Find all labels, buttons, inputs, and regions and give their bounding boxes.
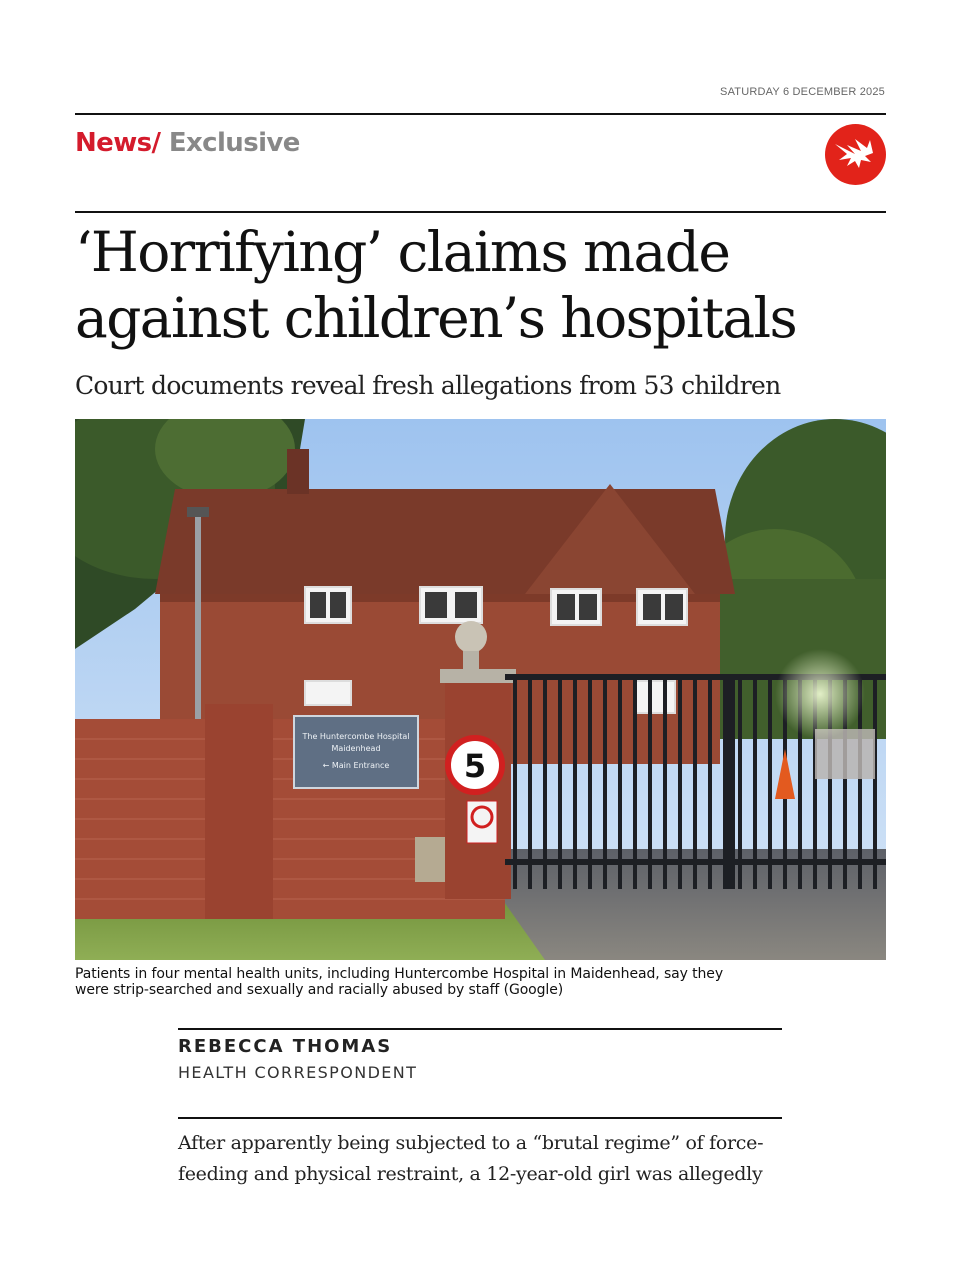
publication-date: SATURDAY 6 DECEMBER 2025 <box>720 86 885 98</box>
author-name[interactable]: REBECCA THOMAS <box>178 1036 393 1057</box>
standfirst: Court documents reveal fresh allegations from 53 children <box>75 371 781 400</box>
headline-line-2: against children’s hospitals <box>75 286 797 350</box>
headline-divider <box>75 211 886 213</box>
top-divider <box>75 113 886 115</box>
byline-bottom-divider <box>178 1117 782 1119</box>
sign-text-2: Maidenhead <box>331 744 381 753</box>
eagle-logo-icon[interactable] <box>825 124 886 185</box>
photo-caption <box>75 966 895 998</box>
caption-line-2: were strip-searched and sexually and racially abused by staff (Google) <box>75 982 564 998</box>
author-role: HEALTH CORRESPONDENT <box>178 1063 418 1082</box>
section-exclusive-link[interactable]: Exclusive <box>160 128 300 158</box>
hospital-photo <box>75 419 886 960</box>
sign-text-3: ← Main Entrance <box>322 761 390 770</box>
caption-line-1: Patients in four mental health units, including Huntercombe Hospital in Maidenhead, say they <box>75 966 724 982</box>
body-line-1: After apparently being subjected to a “brutal regime” of force- <box>178 1132 764 1154</box>
section-label <box>75 128 300 158</box>
sign-text-1: The Huntercombe Hospital <box>302 732 410 741</box>
headline-line-1: ‘Horrifying’ claims made <box>75 220 730 284</box>
speed-limit-sign: 5 <box>463 747 487 785</box>
headline <box>75 219 905 351</box>
section-news-link[interactable]: News/ <box>75 128 161 158</box>
article-body <box>178 1128 788 1190</box>
byline-top-divider <box>178 1028 782 1030</box>
body-line-2: feeding and physical restraint, a 12-year-old girl was allegedly <box>178 1163 763 1185</box>
